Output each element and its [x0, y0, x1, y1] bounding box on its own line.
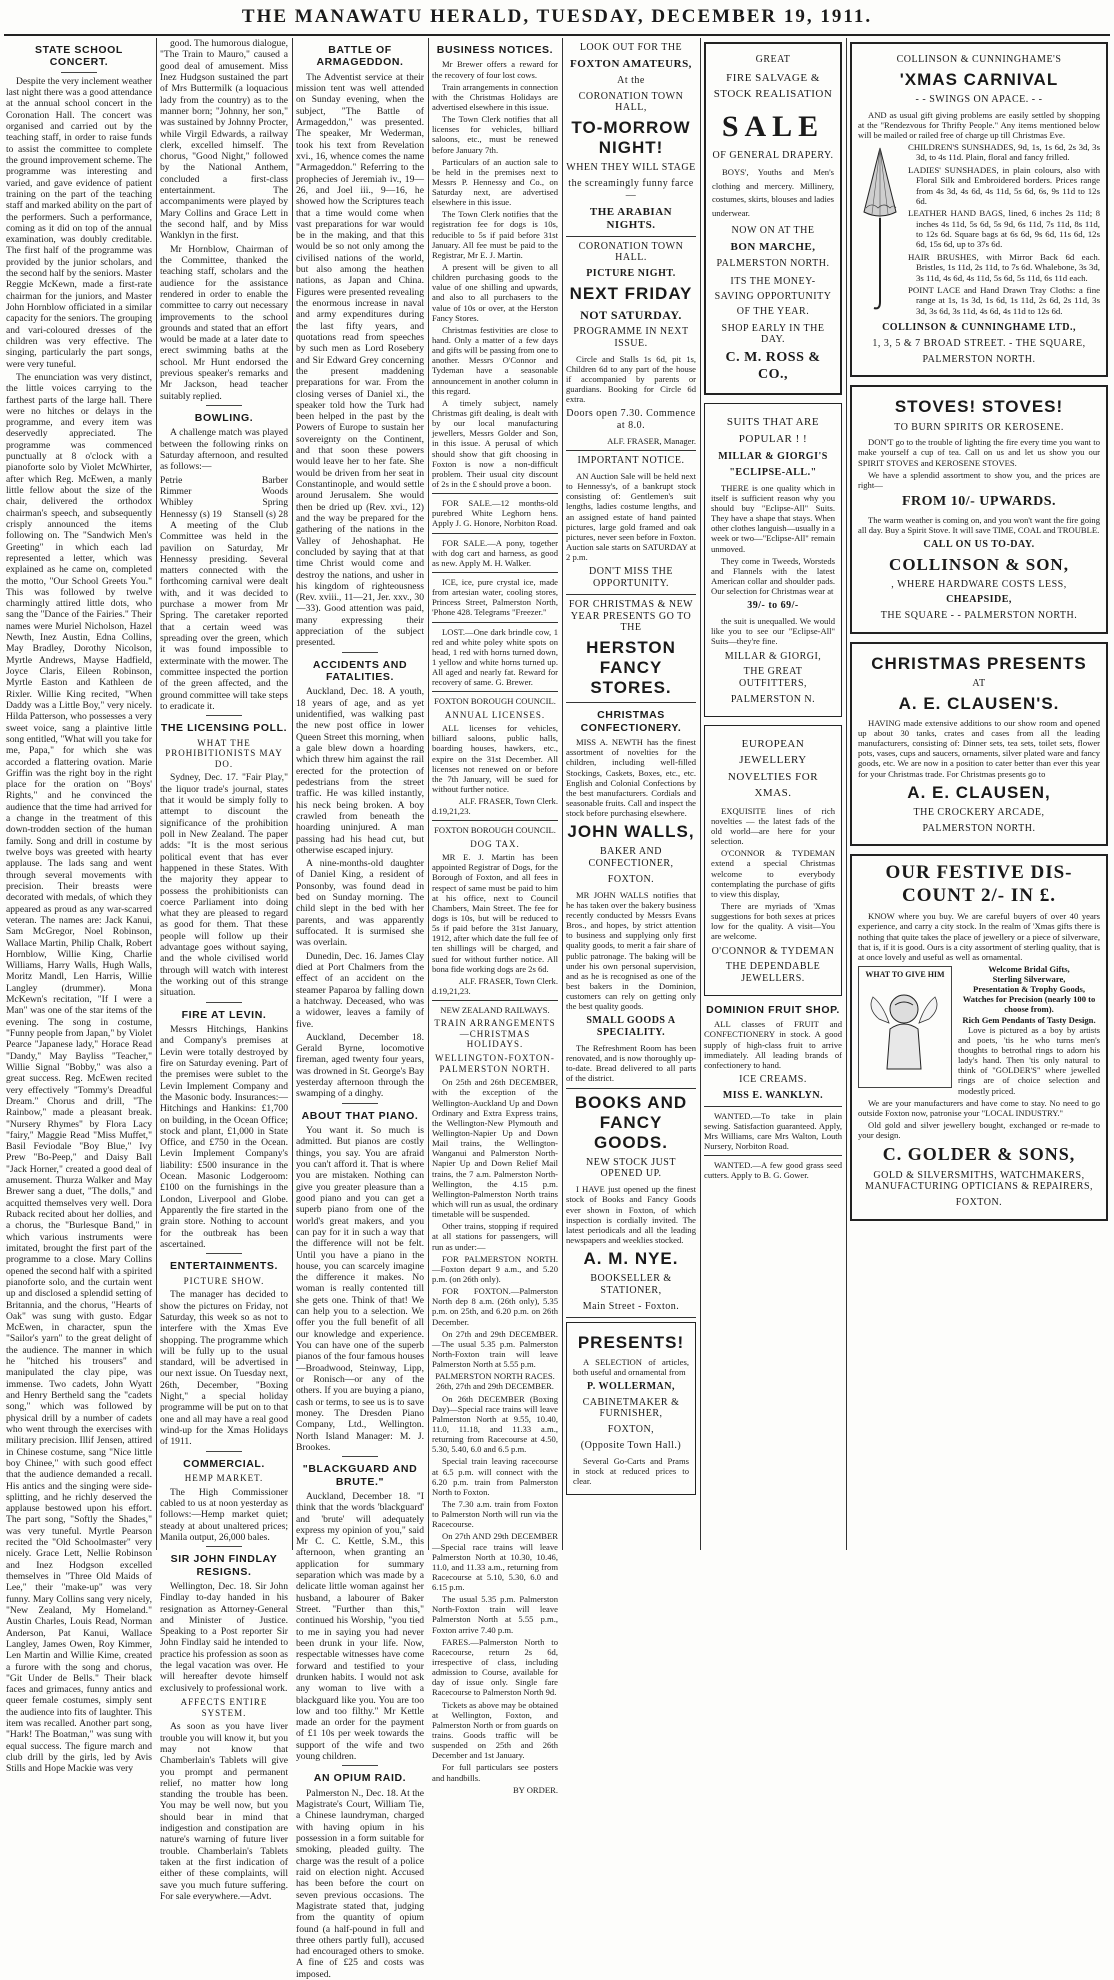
notice: ALL licenses for vehicles, billiard saloons, public halls, boarding houses, hawkers, etc., expire on the 31st December. All licenses not renewed on or before the 7th January, will be sued for without further notice. [432, 723, 558, 794]
notice: FOR FOXTON.—Palmerston North dep 8 a.m. (26th only), 5.35 p.m. on 25th, and 6.20 p.m. on 26th December. [432, 1286, 558, 1327]
ad-paragraph: ALL classes of FRUIT and CONFECTIONERY in stock. A good supply of high-class fruit to arrive immediately. All leading brands of confectionery to hand. [704, 1019, 842, 1070]
ad-paragraph: AN Auction Sale will be held next to Hennessy's, of a bankrupt stock consisting of: Gentlemen's suit lengths, ladies costume lengths, and an assigned estate of hand painted pictures, large gold framed and oak pictures, never seen before in Foxton. Auction sale starts on SATURDAY at 2 p.m. [566, 471, 696, 563]
column-4 [432, 38, 558, 1795]
article-heading: COMMERCIAL. [183, 1457, 265, 1470]
table-cell: Whibley [160, 497, 194, 509]
notice: Special train leaving racecourse at 6.5 p.m. will connect with the 6.20 p.m. train from Palmerston North to Foxton. [432, 1456, 558, 1497]
ad-headline: NEXT FRIDAY [569, 283, 693, 303]
article-heading: FIRE AT LEVIN. [181, 1008, 267, 1021]
date-code: d.19,21,23. [432, 806, 471, 817]
signature: ALF. FRASER, Town Clerk. [458, 975, 558, 986]
notice: PALMERSTON NORTH RACES. 26th, 27th and 29th DECEMBER. [435, 1371, 555, 1392]
divider [432, 820, 558, 821]
article-heading: SIR JOHN FINDLAY RESIGNS. [170, 1553, 278, 1578]
notice: Tickets as above may be obtained at Wellington, Foxton, and Palmerston North or from guards on trains. Goods traffic will be suspended on 25th and 26th December and 1st January. [432, 1699, 558, 1761]
list-item: Sterling Silverware, [992, 974, 1066, 985]
article-paragraph: The Adventist service at their mission tent was well attended on Sunday evening, when the subject, "The Battle of Armageddon," was presented. The speaker, Mr Wederman, took his text from Revelation xvi., 16, whence comes the name "Armageddon." Referring to the prophecies of Jeremiah iv., 19—26, and Joel iii., 9—16, he showed how the Scriptures teach that a time would come when vast preparations for war would be in the making, and that this would be so not only among the civilised nations of the world, but also among the heathen nations, as Japan and China. Figures were presented revealing the enormous increase in naval and army expenditures during the last fifty years, and quotations read from speeches by such men as Lord Rosebery and Sir Edward Grey concerning the present maddening preparations for war. From the closing verses of Daniel xi., the speaker told how the Turk had been helped in the past by the Powers of Europe to sustain her sovereignty on the Continent, and that soon these powers would leave her to her fate. She would be driven from her seat in Constantinople, and would settle around Jerusalem. She would then be dried up (Rev. xvi., 12) and the way be prepared for the gathering of the nations in the Valley of Jehoshaphat. He concluded by saying that at that time Christ would come and destroy the nations, and usher in his kingdom of righteousness (Rev. xviii., 11—21, Jer. xxv., 30—33). Good attention was paid, many expressing their appreciation of the subject presented. [296, 71, 424, 649]
price-list [858, 142, 1100, 318]
table-row [160, 486, 288, 497]
divider [566, 236, 696, 237]
ad-paragraph: AND as usual gift giving problems are easily settled by shopping at the "Rendezvous for Thrifty People." Any items mentioned below will be mailed or railed free of charge up till Christmas Eve. [858, 109, 1100, 140]
column-rule [156, 38, 157, 1550]
divider [342, 652, 378, 653]
table-cell: Woods [261, 485, 288, 497]
notice: The usual 5.35 p.m. Palmerston North-Foxton train will leave Palmerston North at 5.55 p.m., Foxton arrive 7.40 p.m. [432, 1594, 558, 1635]
ad-text: NOW ON AT THE [731, 224, 815, 236]
ad-text: SHOP EARLY IN THE DAY. [721, 322, 825, 346]
ad-headline: CHRISTMAS PRESENTS [871, 654, 1087, 674]
notice: Train arrangements in connection with the Christmas Holidays are advertised elsewhere in this issue. [432, 81, 558, 112]
divider [432, 622, 558, 623]
table-cell: Petrie [160, 474, 183, 486]
notice: On 27th and 29th DECEMBER.—The usual 5.35 p.m. Palmerston North-Foxton train will leave Palmerston North at 5.55 p.m. [432, 1328, 558, 1370]
ad-text: PICTURE NIGHT. [586, 268, 676, 280]
notice: For full particulars see posters and handbills. [432, 1762, 558, 1783]
ad-paragraph: MISS A. NEWTH has the finest assortment of novelties for the children, including well-filled Stockings, Caskets, Boxes, etc., etc. English and Colonial Confections by the best manufacturers. Cordials and seasonable fruits. Call and inspect the stock before purchasing elsewhere. [566, 737, 696, 819]
ad-headline: EUROPEAN JEWELLERY NOVELTIES FOR XMAS. [727, 737, 819, 800]
eclipse-ad [704, 403, 842, 717]
ad-text: OF GENERAL DRAPERY. [712, 150, 834, 162]
list-item: POINT LACE and Hand Drawn Tray Cloths: a fine range at 1s, 1s 3d, 1s 6d, 1s 11d, 2s 6d, 2s 11d, 3s 3d, 3s 6d, 3s 11d, 4s 6d, 4s 11d to 12s 6d. [908, 284, 1100, 316]
column-rule [700, 38, 701, 1550]
list-item: HAIR BRUSHES, with Mirror Back 6d each. Bristles, 1s 11d, 2s 11d, to 7s 6d. Whalebone, 3s 3d, 3s 11d, 4s 6d, 4s 11d, 5s 6d, 5s 11d, 6s 11d each. [908, 251, 1100, 283]
ad-paragraph: We have a splendid assortment to show you, and the prices are right— [858, 469, 1100, 490]
ad-text: - - SWINGS ON APACE. - - [915, 93, 1043, 105]
notice-heading: FOXTON BOROUGH COUNCIL. [434, 825, 556, 836]
ad-text: MILLAR & GIORGI'S [718, 451, 828, 463]
divider [432, 691, 558, 692]
ad-paragraph: the suit is unequalled. We would like you to see our "Eclipse-All" Suits—they're fine. [711, 616, 835, 647]
ad-text: BOOKSELLER & STATIONER, [590, 1273, 672, 1296]
article-paragraph: Mr Hornblow, Chairman of the Committee, thanked the teaching staff, scholars and the audience for the assistance rendered in order to enable the committee to carry out necessary improvements to the school grounds and stated that an effort would be made at a later date to erect swimming baths at the school. Mr Hunt endorsed the previous speaker's remarks and Mr Jackson, head teacher suitably replied. [160, 243, 288, 402]
divider [206, 405, 242, 406]
notice: The Town Clerk notifies that all licenses for vehicles, billiard saloons, etc., must be renewed before January 7th. [432, 114, 558, 155]
article-paragraph: Auckland, December 18. Gerald Byrne, locomotive fireman, aged twenty four years, was drowned in St. George's Bay yesterday afternoon through the swamping of a dinghy. [296, 1031, 424, 1100]
article-subheading: HEMP MARKET. [184, 1473, 264, 1483]
ad-text: THE GREAT OUTFITTERS, [739, 666, 807, 690]
ad-text: PALMERSTON NORTH. [922, 353, 1036, 365]
divider [206, 1451, 242, 1452]
clausen-ad [850, 642, 1108, 846]
ad-text: Doors open 7.30. Commence at 8.0. [566, 408, 696, 432]
ad-paragraph: KNOW where you buy. We are careful buyers of over 40 years experience, and carry a city stock. In the realm of 'Xmas gifts there is nothing that quite takes the place of jewellery or a piece of silverware, that is, if it is good. Ours is a city assortment of sterling quality, that is at once lovely and useful as well as ornamental. [858, 911, 1100, 962]
ad-text: ICE CREAMS. [739, 1074, 807, 1086]
article-paragraph: Dunedin, Dec. 16. James Clay died at Port Chalmers from the effect of an accident on the steamer Paparoa by falling down a hatchway. Deceased, who was a widower, leaves a family of five. [296, 950, 424, 1030]
article-subheading: WHAT THE PROHIBITIONISTS MAY DO. [165, 737, 283, 769]
ad-text: GREAT [755, 54, 791, 65]
divider [206, 1253, 242, 1254]
ad-headline: HERSTON FANCY STORES. [586, 638, 676, 698]
classified-ad: FOR SALE.—12 months-old purebred White Leghorn hens. Apply J. G. Honore, Norbiton Road. [432, 498, 558, 529]
article-paragraph: The High Commissioner cabled to us at noon yesterday as follows:—Hemp market quiet; steady at about unaltered prices; Manila output, 26,000 bales. [160, 1486, 288, 1543]
ad-text: CORONATION TOWN HALL, [578, 90, 684, 114]
date-code: d.19,21,23. [432, 985, 471, 996]
article-heading: STATE SCHOOL CONCERT. [35, 44, 123, 69]
ad-text: NOT SATURDAY. [580, 308, 682, 323]
divider [566, 594, 696, 595]
ad-text: SMALL GOODS A SPECIALITY. [586, 1015, 676, 1039]
article-paragraph: As soon as you have liver trouble you will know it, but you may not know that Chamberlain's Tablets will give you prompt and permanent relief, no matter how long standing the trouble has been. You may be well now, but you should bear in mind that indigestion and constipation are nature's warning of future liver trouble. Chamberlain's Tablets taken at the first indication of either of these complaints, will save you much future suffering. For sale everywhere.—Advt. [160, 1721, 288, 1902]
notice: Particulars of an auction sale to be held in the premises next to Messrs P. Hennessy and Co., on Saturday next, are advertised elsewhere in this issue. [432, 156, 558, 208]
article-heading: BATTLE OF ARMAGEDDON. [316, 44, 404, 69]
list-item: Rich Gem Pendants of Tasty Design. [962, 1014, 1096, 1025]
article-paragraph: Messrs Hitchings, Hankins and Company's premises at Levin were totally destroyed by fire on Saturday evening. Part of the premises were sublet to the Levin Implement Company and the Masonic body. Insurances:— Hitchings and Hankins: £1,700 on building, in the Ocean Office; stock and plant, £1,000 in State Office, and £750 in the Ocean. Levin Implement Company's liability: £500 insurance in the Ocean. Masonic Lodgeroom: £100 on the furnishings in the London, Liverpool and Globe. Apparently the fire started in the grain store. Nothing to account for the outbreak has been ascertained. [160, 1024, 288, 1250]
divider [566, 450, 696, 451]
table-row [160, 475, 288, 486]
article-paragraph: Auckland, December 18. "I think that the words 'blackguard' and 'brute' will adequately express my opinion of you," said Mr C. C. Kettle, S.M., this afternoon, when granting an application for summary separation which was made by a delicate little woman against her husband, a labourer of Baker Street. "Further than this," continued his Worship, "you tied to me in saying you had never been drunk in your life. Now, respectable witnesses have come forward and testified to your drunken habits. I would not ask any woman to live with a blackguard like you. You are too low and too filthy." Mr Kettle made an order for the payment of £1 10s per week towards the support of the wife and two young children. [296, 1490, 424, 1763]
masthead-rule [4, 34, 1110, 36]
divider [566, 702, 696, 703]
ad-headline: C. GOLDER & SONS, [882, 1144, 1076, 1165]
ad-paragraph: Love is pictured as a boy by artists and poets, 'tis he who turns men's thoughts to betrothal rings to adorn his lady's hand. Then 'tis only natural to think of "GOLDER'S" where jewelled rings are of choice selection and modestly priced. [958, 1024, 1100, 1096]
article-paragraph: Auckland, Dec. 18. A youth, 18 years of age, and as yet unidentified, was walking past the new post office in lower Queen Street this morning, when a gale blew down a hoarding which threw him against the rail erected for the protection of pedestrians from the street traffic. He was killed instantly, his neck being broken. A boy crawled from beneath the hoarding uninjured. A man passing had his head cut, but otherwise escaped injury. [296, 686, 424, 856]
sunshade-icon [858, 142, 902, 312]
article-paragraph: A nine-months-old daughter of Daniel King, a resident of Ponsonby, was found dead in bed on Sunday morning. The child slept in the bed with her parents, and was apparently suffocated. It is surmised she was overlain. [296, 858, 424, 949]
price-tag: 39/- to 69/- [747, 600, 799, 612]
ad-headline: FROM 10/- UPWARDS. [901, 494, 1057, 509]
divider [206, 1546, 242, 1547]
column-rule [562, 38, 563, 1550]
ad-heading: IMPORTANT NOTICE. [577, 455, 685, 467]
column-1 [6, 38, 153, 1775]
ad-headline: TO-MORROW NIGHT! [571, 118, 691, 158]
ad-text: FOXTON. [607, 873, 655, 885]
ad-text: THE SQUARE - - PALMERSTON NORTH. [880, 610, 1078, 622]
ad-text: FOR CHRISTMAS & NEW YEAR PRESENTS GO TO THE [568, 598, 694, 634]
article-paragraph: Palmerston N., Dec. 18. At the Magistrate's Court, William Tie, a Chinese laundryman, charged with having opium in his possession in a form suitable for smoking, pleaded guilty. The charge was the result of a police raid on election night. Accused has been before the court on seven previous occasions. The Magistrate stated that, judging from the quantity of opium found (a half-pound in full and three others partly full), accused had encouraged others to smoke. A fine of £25 and costs was imposed. [296, 1787, 424, 1980]
divider [432, 1000, 558, 1001]
ad-paragraph: HAVING made extensive additions to our show room and opened up about 30 tanks, crates and cases from all the leading manufacturers, consisting of: Dinner sets, tea sets, toilet sets, flower pots, vases, cups and saucers, ornaments, silver plated ware and fancy goods, etc. We are now in a position to cater better than ever this year for your Christmas trade. For Christmas presents go to [858, 717, 1100, 779]
ad-headline: A. M. NYE. [583, 1249, 679, 1269]
divider [342, 1103, 378, 1104]
ad-text: CABINETMAKER & FURNISHER, [582, 1396, 680, 1420]
article-paragraph: Despite the very inclement weather last night there was a good attendance at the annual school concert in the Coronation Hall. The concert was organised and carried out by the teaching staff, in order to raise funds to assist the committee to complete the ground improvement scheme. The programme was interesting and varied, and gave evidence of patient training on the part of the teaching staff and marked ability on the part of the performers. Such a performance, coming as it did on top of the annual examination, was doubly creditable. The first half of the programme was provided by the junior scholars, and the second half by the seniors. Master Reggie McKewn, made a first-rate chairman for the juniors, and Master John Hornblow officiated in a similar capacity for the seniors. The grouping and vari-coloured dresses of the children was very effective. The singing, particularly the part songs, were very tuneful. [6, 75, 152, 370]
ad-paragraph: THERE is one quality which in itself is sufficient reason why you should buy "Eclipse-All" Suits. They have a shape that stays. When other clothes languish—usually in a week or two—"Eclipse-All" remain unmoved. [711, 482, 835, 554]
article-heading: ENTERTAINMENTS. [170, 1260, 278, 1273]
ad-text: PALMERSTON N. [730, 693, 816, 705]
divider [566, 1088, 696, 1089]
list-item: LEATHER HAND BAGS, lined, 6 inches 2s 11d; 8 inches 4s 11d, 5s 6d, 5s 9d, 6s 11d, 7s 11d, 8s 11d, to 12s 6d. Square bags at 6s 6d, 9s 6d, 11s 6d, 12s 6d, 15s 6d, up to 37s 6d. [908, 208, 1100, 250]
ad-paragraph: EXQUISITE lines of rich novelties — the latest fads of the old world—are here for your selection. [711, 805, 835, 847]
notice-heading: NEW ZEALAND RAILWAYS. [440, 1005, 550, 1016]
ad-text: , WHERE HARDWARE COSTS LESS, [891, 578, 1067, 590]
ad-text: FIRE SALVAGE & STOCK REALISATION [713, 71, 833, 101]
ad-paragraph: Several Go-Carts and Prams in stock at reduced prices to clear. [573, 1455, 689, 1487]
notice-subheading: ANNUAL LICENSES. [444, 709, 546, 720]
article-paragraph: The manager has decided to show the pictures on Friday, not Saturday, this week so as not to interfere with the Xmas Eve shopping. The programme which will be fully up to the usual standard, will be advertised in our next issue. On Tuesday next, 26th, December, "Boxing Night," a special holiday programme will be put on to that one and all may have a real good wind-up for the Xmas Holidays of 1911. [160, 1289, 288, 1448]
ad-text: WHEN THEY WILL STAGE [566, 162, 696, 174]
ad-paragraph: I HAVE just opened up the finest stock of Books and Fancy Goods ever shown in Foxton, of which inspection is cordially invited. The latest periodicals and all the leading newspapers and weeklies stocked. [566, 1184, 696, 1245]
ad-text: THE CROCKERY ARCADE, [913, 806, 1045, 818]
divider [342, 1456, 378, 1457]
cupid-illustration [858, 966, 952, 1088]
ad-paragraph: Old gold and silver jewellery bought, exchanged or re-made to your design. [858, 1120, 1100, 1141]
column-rule [428, 38, 429, 1550]
ad-headline: A. E. CLAUSEN, [907, 782, 1051, 802]
masthead-title: THE MANAWATU HERALD, TUESDAY, DECEMBER 19, 1911. [241, 6, 873, 27]
signature: BY ORDER. [512, 1784, 558, 1795]
ad-heading: CHRISTMAS CONFECTIONERY. [580, 709, 682, 734]
divider [61, 72, 97, 73]
ad-paragraph: MR JOHN WALLS notifies that he has taken over the bakery business recently conducted by Messrs Evans Bros., and hopes, by strict attention to business and supplying only first quality goods, to merit a fair share of public patronage. The baking will be under his own personal supervision, and as he is recognised as one of the best bakers in the Dominion, customers can rely on getting only the best quality goods. [566, 889, 696, 1012]
ad-headline: BOOKS AND FANCY GOODS. [574, 1092, 688, 1152]
ad-headline: COUNT 2/- IN £. [902, 884, 1056, 906]
article-paragraph: A meeting of the Club Committee was held in the pavilion on Saturday, Mr Hennessy presiding. Several matters connected with the forthcoming carnival were dealt with, and it was decided to purchase a mower from Mr Spring. The caretaker reported that a certain weed was spreading over the green, which it was found impossible to exterminate with the mower. The committee inspected the portion of the green affected, and the ground committee will take steps to eradicate it. [160, 519, 288, 712]
article-paragraph: You want it. So much is admitted. But pianos are costly things, you say. You are afraid you can't afford it. That is where you are mistaken. Nothing can give you greater pleasure than a good piano and you can get a superb piano from one of the world's great makers, and you can pay for it in such a way that the difference will not be felt. Until you have a piano in the house, you can scarcely imagine the difference it makes. No woman is really contented till she gets one. Think of that! We can help you to a selection. We offer you the full benefit of all our knowledge and experience. You can have one of the superb pianos of the four famous houses—Broadwood, Steinway, Lipp, or Ronisch—or any of the others. If you are buying a piano, cash or terms, to see us is to save money. The Dresden Piano Company, Ltd., Wellington. North Island Manager: M. J. Brookes. [296, 1125, 424, 1453]
notice-heading: FOXTON BOROUGH COUNCIL. [434, 696, 556, 707]
cupid-icon [859, 979, 949, 1079]
ad-paragraph: A SELECTION of articles, both useful and ornamental from [573, 1356, 689, 1377]
article-heading: THE LICENSING POLL. [160, 722, 288, 735]
ad-text: "ECLIPSE-ALL." [729, 466, 817, 478]
ad-text: ITS THE MONEY-SAVING OPPORTUNITY OF THE YEAR. [714, 275, 832, 317]
notice: A present will be given to all children purchasing goods to the value of one shilling and upwards, and also to all purchasers to the value of 10s or over, at the Herston Fancy Stores. [432, 262, 558, 323]
list-item: Presentation & Trophy Goods, [972, 984, 1086, 995]
presents-ad [566, 1322, 696, 1496]
ad-paragraph: O'CONNOR & TYDEMAN extend a special Christmas welcome to everybody contemplating the purchase of gifts to view this display, [711, 848, 835, 899]
ad-text: BAKER AND CONFECTIONER, [588, 846, 674, 870]
ad-paragraph: The warm weather is coming on, and you won't want the fire going all day. Buy a Spirit Stove. It will save TIME, COAL and TROUBLE. [858, 514, 1100, 535]
ad-text: THE DEPENDABLE JEWELLERS. [725, 961, 821, 985]
column-2 [160, 38, 288, 1902]
notice: The Town Clerk notifies that the registration fee for dogs is 10s, reducible to 5s if paid before 31st January. All fee must be paid to the Registrar, Mr E. J. Martin. [432, 209, 558, 260]
divider [432, 533, 558, 534]
jewellery-ad [704, 725, 842, 996]
article-heading: "BLACKGUARD AND BRUTE." [302, 1463, 418, 1488]
golder-ad [850, 854, 1108, 1221]
divider [206, 715, 242, 716]
table-cell: Stansell (s) 28 [233, 508, 288, 520]
ad-text: CORONATION TOWN HALL. [578, 240, 684, 264]
carnival-ad [850, 42, 1108, 377]
ad-headline: C. M. ROSS & CO., [725, 350, 821, 382]
divider [432, 493, 558, 494]
ad-paragraph: Circle and Stalls 1s 6d, pit 1s, Children 6d to any part of the house if accompanied by parents or guardians. Booking for Circle 6d extra. [566, 353, 696, 405]
ad-headline: A. E. CLAUSEN'S. [898, 693, 1060, 713]
ad-text: FOXTON. [955, 1197, 1003, 1209]
table-cell: Rimmer [160, 485, 192, 497]
article-paragraph: good. The humorous dialogue, "The Train to Mauro," caused a good deal of amusement. Miss Inez Hudgson sustained the part of Mrs Buttermilk (a loquacious lady from the country) as to the manner born; "Johnny, her son," was sustained by Johnny Procter, while Virgil Edwards, a railway clerk, excelled himself. The chorus, "Good Night," followed by the National Anthem, concluded a first-class entertainment. The accompaniments were played by Mary Collins and Grace Lett in the second half, and by Miss Wanklyn in the first. [160, 38, 288, 242]
ad-text: TO BURN SPIRITS OR KEROSENE. [894, 421, 1064, 433]
list-item: Watches for Precision (nearly 100 to choose from). [962, 994, 1096, 1015]
notice: Other trains, stopping if required at all stations for passengers, will run as under:— [432, 1221, 558, 1252]
price-items [908, 142, 1100, 318]
notice-subheading: TRAIN ARRANGEMENTS—CHRISTMAS HOLIDAYS. [434, 1018, 556, 1050]
ad-text: (Opposite Town Hall.) [580, 1440, 682, 1452]
ad-text: Main Street - Foxton. [582, 1300, 680, 1312]
ad-paragraph: The Refreshment Room has been renovated, and is now thoroughly up-to-date. Bread delivered to all parts of the district. [566, 1042, 696, 1084]
notice-subheading: DOG TAX. [470, 838, 520, 849]
signature: ALF. FRASER, Town Clerk. [458, 796, 558, 807]
article-paragraph: Sydney, Dec. 17. "Fair Play," the liquor trade's journal, states that it would be simply folly to attempt to discount the significance of the prohibition poll in New Zealand. The paper adds: "It is the most serious political event that has ever happened in these States. With the majority they appear to possess the prohibitionists can coerce Parliament into doing what they are pleased to regard as good for them. That these people will follow up their advantage goes without saying, and the whole civilised world through will watch with interest the working out of this strange situation. [160, 772, 288, 999]
article-heading: BOWLING. [194, 412, 254, 424]
ad-headline: STOVES! STOVES! [894, 397, 1064, 417]
ad-text: CHEAPSIDE, [946, 594, 1012, 606]
notice: Christmas festivities are close to hand. Only a matter of a few days and gifts will be passing from one to another. Messrs O'Connor and Tydeman have a seasonable announcement in another column in this regard. [432, 324, 558, 396]
signature: ALF. FRASER, Manager. [607, 436, 696, 447]
ad-text: SUITS THAT ARE POPULAR ! ! [726, 416, 820, 445]
divider [566, 1317, 696, 1318]
ad-text: PROGRAMME IN NEXT ISSUE. [573, 326, 689, 349]
ad-headline: COLLINSON & SON, [889, 554, 1069, 574]
ad-text: COLLINSON & CUNNINGHAME LTD., [882, 322, 1076, 334]
ad-paragraph: BOYS', Youths and Men's clothing and mercery. Millinery, costumes, skirts, blouses and ladies underwear. [712, 166, 834, 219]
article-subheading: PICTURE SHOW. [183, 1275, 265, 1286]
ad-text: THE ARABIAN NIGHTS. [589, 205, 673, 231]
fire-sale-ad [704, 42, 842, 395]
ad-text: BON MARCHE, [730, 240, 816, 253]
divider [704, 1155, 842, 1156]
ad-paragraph: We are your manufacturers and have come to stay. No need to go outside Foxton now, patronise your "LOCAL INDUSTRY." [858, 1097, 1100, 1118]
ad-text: the screamingly funny farce— [568, 178, 694, 201]
column-7 [850, 38, 1108, 1550]
ad-text: NEW STOCK JUST OPENED UP. [586, 1156, 676, 1180]
divider [432, 572, 558, 573]
ad-paragraph: They come in Tweeds, Worsteds and Flannels with the latest American collar and shoulder pads. Our selection for Christmas wear at [711, 555, 835, 597]
ad-text: P. WOLLERMAN, [587, 1380, 675, 1392]
table-row [160, 509, 288, 520]
ad-paragraph: DON'T go to the trouble of lighting the fire every time you want to make yourself a cup of tea. Call on us and let us show you our SPIRIT STOVES and KEROSENE STOVES. [858, 437, 1100, 468]
list-item: CHILDREN'S SUNSHADES, 9d, 1s, 1s 6d, 2s 3d, 3s 3d, to 4s 11d. Plain, floral and fancy frilled. [908, 142, 1100, 163]
ad-text: DON'T MISS THE OPPORTUNITY. [589, 566, 673, 590]
ad-text: 1, 3, 5 & 7 BROAD STREET. - THE SQUARE, [872, 337, 1086, 349]
ad-headline: 'XMAS CARNIVAL [899, 69, 1059, 89]
ad-text: PALMERSTON NORTH. [716, 257, 830, 269]
table-cell: Spring [262, 497, 288, 509]
ad-text: MISS E. WANKLYN. [722, 1089, 824, 1101]
classified-ad: LOST.—One dark brindle cow, 1 red and white poley white spots on head, 1 red with horns turned down, 1 yellow and white horns turned up. All aged and nearly fat. Reward for recovery of same. G. Brewer. [432, 626, 558, 688]
table-cell: Barber [261, 474, 288, 486]
column-6 [704, 38, 842, 1550]
ad-text: AT [972, 678, 986, 690]
notice-subheading: WELLINGTON-FOXTON-PALMERSTON NORTH. [435, 1053, 555, 1074]
section-heading: BUSINESS NOTICES. [436, 44, 554, 56]
ad-headline: SALE [721, 109, 825, 143]
ad-text: CALL ON US TO-DAY. [923, 538, 1035, 550]
column-5 [566, 38, 696, 1550]
ad-heading: DOMINION FRUIT SHOP. [706, 1003, 840, 1016]
notice: A timely subject, namely Christmas gift dealing, is dealt with by our local manufacturing jewellers, Messrs Golder and Son, in this issue. A perusal of which should show that gift choosing in Foxton is now a non-difficult problem. Their usual city discount of 2s in the £ should prove a boon. [432, 397, 558, 489]
list-item: Welcome Bridal Gifts, [988, 963, 1070, 974]
ad-headline: OUR FESTIVE DIS- [885, 862, 1073, 884]
ad-text: FOXTON AMATEURS, [570, 57, 692, 70]
classified-ad: FOR SALE.—A pony, together with dog cart and harness, as good as new. Apply M. H. Walker. [432, 537, 558, 568]
notice: The 7.30 a.m. train from Foxton to Palmerston North will run via the Racecourse. [432, 1498, 558, 1530]
divider [342, 1765, 378, 1766]
notice: MR E. J. Martin has been appointed Registrar of Dogs, for the Borough of Foxton, and all fees in respect of same must be paid to him at his office, next to Council Chambers, Main Street. The fee for dogs is 10s, but will be reduced to 5s if paid before the 31st January, 1912, after which date the full fee of ten shillings will be charged, and sued for without further notice. All bona fide working dogs are 2s 6d. [432, 852, 558, 974]
classified-ad: WANTED.—A few good grass seed cutters. Apply to B. G. Gower. [704, 1160, 842, 1181]
ad-headline: JOHN WALLS, [567, 822, 695, 842]
article-paragraph: Wellington, Dec. 18. Sir John Findlay to-day handed in his resignation as Attorney-General and Minister of Justice. Speaking to a Post reporter Sir John Findlay said he intended to practice his profession as soon as the legal vacation was over. He will hereafter devote himself exclusively to professional work. [160, 1580, 288, 1694]
notice: Mr Brewer offers a reward for the recovery of four lost cows. [432, 59, 558, 80]
notice: FARES.—Palmerston North to Racecourse, return 2s 6d, irrespective of class, including admission to Course, available for day of issue only. Single fare Racecourse to Palmerston North 9d. [432, 1636, 558, 1698]
ad-paragraph: There are myriads of 'Xmas suggestions for both sexes at prices low for the quality. A visit—You are welcome. [711, 900, 835, 942]
bowling-table [160, 475, 288, 520]
ad-text: LOOK OUT FOR THE [579, 42, 683, 53]
masthead [0, 0, 1114, 34]
article-heading: AN OPIUM RAID. [313, 1772, 407, 1785]
column-rule [846, 38, 847, 1550]
notice: On 25th and 26th DECEMBER, with the exception of the Wellington-Auckland Up and Down Ordinary and Extra Express trains, the Wellington-New Plymouth and Wellington-Napier Up and Down Mail trains, the Wellington-Wanganui and Palmerston North-Napier Up and Down Relief Mail trains, the 7 a.m. Palmerston North-Wellington, the 4.15 p.m. Wellington-Palmerston North trains which will run as usual, the ordinary timetable will be suspended. [432, 1077, 558, 1220]
ad-text: PALMERSTON NORTH. [922, 822, 1036, 834]
classified-ad: WANTED.—To take in plain sewing. Satisfaction guaranteed. Apply, Mrs Williams, care Mrs Walton, Louth Nursery, Norbiton Road. [704, 1110, 842, 1152]
notice: On 26th DECEMBER (Boxing Day)—Special race trains will leave Palmerston North at 9.55, 10.40, 11.0, 11.18, and 11.33 a.m., returning from Racecourse at 4.50, 5.30, 5.40, 6.0 and 6.5 p.m. [432, 1393, 558, 1455]
ad-text: O'CONNOR & TYDEMAN [711, 945, 835, 957]
ad-text: GOLD & SILVERSMITHS, WATCHMAKERS, MANUFACTURING OPTICIANS & REPAIRERS, [864, 1169, 1094, 1193]
article-subheading: AFFECTS ENTIRE SYSTEM. [180, 1697, 268, 1718]
ad-text: MILLAR & GIORGI, [724, 650, 822, 662]
list-item: LADIES' SUNSHADES, in plain colours, also with Floral Silk and Embroidered borders. Prices range from 4s 3d, 4s 6d, 4s 11d, 5s 6d, 6s, 9s 11d to 12s 6d. [908, 164, 1100, 206]
article-heading: ABOUT THAT PIANO. [301, 1109, 419, 1122]
column-rule [292, 38, 293, 1550]
illustration-caption: WHAT TO GIVE HIM [865, 969, 945, 979]
stoves-ad [850, 385, 1108, 634]
ad-text: COLLINSON & CUNNINGHAME'S [896, 54, 1062, 65]
notice: On 27th AND 29th DECEMBER—Special race trains will leave Palmerston North at 10.30, 10.46, 11.0, and 11.33 a.m., returning from Racecourse at 5.10, 5.30, 6.0 and 6.15 p.m. [432, 1531, 558, 1593]
article-paragraph: A challenge match was played between the following rinks on Saturday afternoon, and resulted as follows:— [160, 427, 288, 473]
divider [206, 1002, 242, 1003]
article-paragraph: The enunciation was very distinct, the little voices carrying to the farthest parts of the large hall. There were no hitches or delays in the programme, and every item was deservedly appreciated. The programme was commenced punctually at 8 o'clock with a pianoforte solo by Violet McWhirter, after which Reg. McEwen, a manly little fellow about the size of the chair, delivered the orthodox chairman's speech, and subsequently crisply announced the items following on. The "Sandwich Men's Greeting" in which each lad represented a letter, which was explained as he came on, completed the motto, "Our School Greets You." This was followed by twelve charmingly attired little dots, who sang the "Dance of the Fairies." Their names were Muriel Nicholson, Hazel Newth, Inez Austin, Edna Collins, May Bradley, Dorothy Nicolson, Myrtle Andrews, Mayse Hadfield, Joyce Claris, Eileen Robinson, Myrtle Easton and Kathleen de Rixler. Willie King recited, "When Daddy was a Little Boy," very nicely. Hilda Patterson, who possesses a very sweet voice, sang a plaintive little song entitled, "What will you take for me, Papa," for which she was accorded a flattering ovation. Marie Griffin was the right boy in the right place for the oration on "Boys' Rights," and he convinced the audience that the time had arrived for a change in the treatment of this down-trodden section of the human family. Song and drill in costume by twelve boys was greeted with hearty applause. The lads sang and went through several movements with precision. Their breasts were decorated with medals, of which they appeared as proud as any war-scarred veteran. The names are: Jack Kanui, Sam McGregor, Noel Robinson, Wallace Martin, Philip Chalk, Robert Hornblow, Willie King, Charlie Williams, Harry Walls, Hugh Walls, Moritz Mandl, Len Harris, Willie Langley (drummer). Mona McKewn's recitation, "If I were a Man" was one of the star items of the evening. The song in costume, "Funny people from Japan," by Violet Pearce "Japanese lady," Horace Read "Dandy," May Bayliss "Teacher," Willie Signal "Bobby," was also a great success. Reg. McEwen recited very effectively "Tommy's Dreadful Dream." Chorus and drill, "The Rainbow," made a pleasant break. "Nursery Rhymes" by Flora Lacy "fairy," Maggie Read "Miss Muffet," Basil Feviodale "Boy Blue," Ivy Prew "Bo-Peep," and Daisy Ball "Jack Horner," created a good deal of amusement. Thurza Walker and May Brewer sang a duet, "The dolls," and acquitted themselves very well. Dora Ruback recited about her dollies, and a chorus, the "Burlesque Band," in which various instruments were imitated, brought the first part of the programme to a close. Mary Collins opened the second half with a spirited pianoforte solo, and the curtain went up and disclosed a splendid setting of Britannia, and the chorus, "Hearts of Oak" was sung with gusto. Edgar McEwen, in character, spun the "Sailor's yarn" to the great delight of the audience. The manner in which he "hitched his trousers" and manipulated the clay pipe, was immense. Two cadets, John Wyatt and Henry Bertheld sang the "cadets song," which was followed by physical drill by a number of cadets who went through the exercises with military precision. Illif Jensen, attired in Chinese costume, sang "Nice little boy Chinee," with such good effect that the audience demanded a recall. His antics and the singing were side-splitting, and he richly deserved the applause bestowed upon his effort. The part song, "Softly the Shades," was very tuneful. Myrtle Pearson recited the "Old Schoolmaster" very nicely. Grace Lett, Nellie Robinson and Inez Hodgson excelled themselves in "Three Old Maids of Lee," their "make-up" was very funny. Mary Collins sang very nicely, "New Zealand, My Homeland." Austin Charles, Louis Read, Norman Anderson, Pat Kanui, Wallace Langley, James Owen, Roy Kimmer, Len Martin and Willie Kime, created a furore with the song and chorus, "Git Under de Bells." Their black faces and grimaces, funny antics and queer female costumes, simply sent the audience into fits of laughter. This item was recalled. Another part song, "Hark! The Boatman," was sung with equal success. The figure march and club drill by the girls, led by Avis Stills and Hope Mackie was very [6, 371, 153, 1775]
ad-text: FOXTON, [607, 1424, 655, 1436]
table-row [160, 497, 288, 508]
column-3 [296, 38, 424, 1980]
article-heading: ACCIDENTS AND FATALITIES. [312, 658, 408, 684]
ad-headline: PRESENTS! [577, 1332, 685, 1352]
ad-text: At the [617, 74, 645, 86]
notice: FOR PALMERSTON NORTH.—Foxton depart 9 a.m., and 5.20 p.m. (on 26th only). [432, 1253, 558, 1284]
divider [704, 1106, 842, 1107]
classified-ad: ICE, ice, pure crystal ice, made from artesian water, cooling stores, Princess Street, Palmerston North, 'Phone 428. Telegrams "Freezer." [432, 576, 558, 618]
table-cell: Hennessy (s) 19 [160, 508, 222, 520]
